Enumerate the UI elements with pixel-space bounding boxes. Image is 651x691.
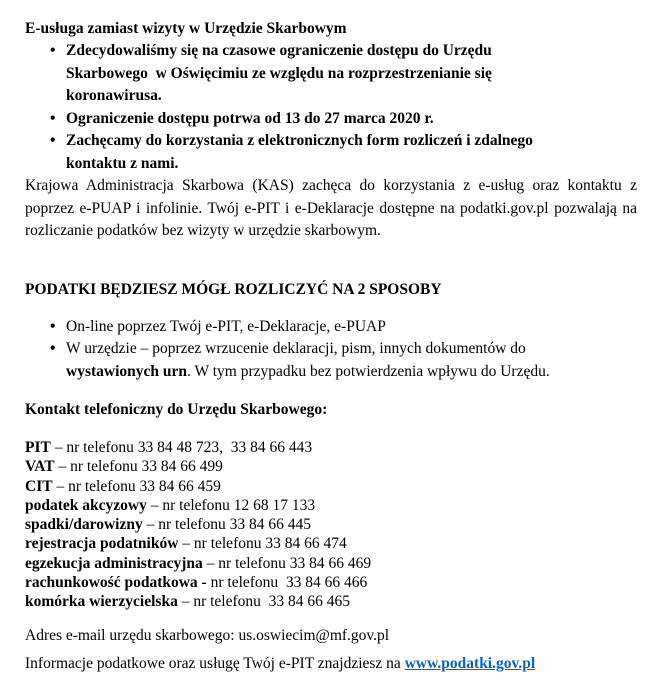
- methods-heading: PODATKI BĘDZIESZ MÓGŁ ROZLICZYĆ NA 2 SPOSOBY: [25, 280, 442, 298]
- phone-line-rejestracja: [25, 534, 641, 553]
- phone-number: nr telefonu 33 84 66 466: [206, 574, 368, 592]
- phone-label: PIT: [25, 439, 51, 456]
- podatki-gov-link[interactable]: www.podatki.gov.pl: [404, 654, 536, 672]
- phone-label: egzekucja administracyjna: [25, 554, 203, 572]
- phone-line-rachunkowosc: [25, 573, 641, 592]
- info-line-text: Informacje podatkowe oraz usługę Twój e-PIT znajdziesz na: [25, 654, 405, 672]
- phone-label: CIT: [25, 477, 53, 495]
- phone-label: komórka wierzycielska: [25, 593, 178, 611]
- phone-number: – nr telefonu 33 84 66 474: [178, 535, 347, 553]
- phone-line-egzekucja: [25, 554, 641, 573]
- phone-line-cit: [25, 477, 641, 496]
- methods-bullet-list: [25, 316, 641, 384]
- phone-line-pit: [25, 438, 641, 457]
- intro-bullet-list: [25, 40, 641, 175]
- phone-list: [25, 438, 641, 612]
- list-item: [50, 40, 641, 108]
- bullet-marker-icon: •: [50, 42, 56, 59]
- method-office: [66, 338, 571, 383]
- intro-bullet-3: Zachęcamy do korzystania z elektronicznych form rozliczeń i zdalnego kontaktu z nami.: [66, 132, 537, 172]
- phone-label: podatek akcyzowy: [25, 496, 147, 514]
- bullet-marker-icon: •: [50, 317, 56, 335]
- phone-line-vat: [25, 457, 641, 476]
- kas-paragraph: Krajowa Administracja Skarbowa (KAS) zachęca do korzystania z e-usług oraz kontaktu z poprzez e-PUAP i infolinie. Twój e-PIT i e-Deklaracje dostępne na podatki.gov.pl pozwalają na rozliczanie podatków bez wizyty w urzędzie skarbowym.: [25, 177, 637, 239]
- bullet-marker-icon: •: [50, 109, 56, 127]
- method-office-post: . W tym przypadku bez potwierdzenia wpływu do Urzędu.: [187, 362, 550, 380]
- phone-label: rachunkowość podatkowa -: [25, 574, 207, 592]
- intro-bullet-2: Ograniczenie dostępu potrwa od 13 do 27 marca 2020 r.: [66, 109, 434, 127]
- phone-number: – nr telefonu 33 84 66 459: [52, 477, 221, 495]
- list-item: [50, 316, 641, 339]
- phone-number: – nr telefonu 33 84 66 469: [202, 554, 372, 572]
- list-item: [50, 108, 641, 131]
- phone-number: – nr telefonu 33 84 66 465: [177, 593, 351, 611]
- bullet-marker-icon: •: [50, 340, 56, 357]
- phone-number: – nr telefonu 33 84 48 723, 33 84 66 443: [50, 439, 313, 456]
- info-line: [25, 654, 641, 674]
- phone-label: VAT: [25, 458, 55, 476]
- method-office-bold: wystawionych urn: [66, 362, 188, 380]
- bullet-marker-icon: •: [50, 132, 56, 149]
- phone-label: spadki/darowizny: [25, 516, 143, 534]
- method-office-pre: W urzędzie – poprzez wrzucenie deklaracji, pism, innych dokumentów do: [66, 340, 530, 357]
- list-item: [50, 338, 641, 383]
- method-online: On-line poprzez Twój e-PIT, e-Deklaracje, e-PUAP: [66, 317, 386, 335]
- phone-line-spadki: [25, 515, 641, 534]
- phone-label: rejestracja podatników: [25, 535, 179, 553]
- intro-bullet-1: Zdecydowaliśmy się na czasowe ograniczenie dostępu do Urzędu Skarbowego w Oświęcimiu ze względu na rozprzestrzenianie się koronawirusa.: [66, 42, 496, 104]
- document-title: E-usługa zamiast wizyty w Urzędzie Skarbowym: [25, 20, 347, 37]
- phone-line-wierzycielska: [25, 592, 641, 611]
- phone-line-akcyza: [25, 496, 641, 515]
- email-line: Adres e-mail urzędu skarbowego: us.oswiecim@mf.gov.pl: [25, 626, 390, 644]
- phone-number: – nr telefonu 33 84 66 499: [54, 458, 223, 476]
- contact-heading: Kontakt telefoniczny do Urzędu Skarbowego:: [25, 401, 328, 418]
- phone-number: – nr telefonu 33 84 66 445: [142, 516, 312, 534]
- list-item: [50, 130, 641, 175]
- phone-number: – nr telefonu 12 68 17 133: [146, 496, 316, 514]
